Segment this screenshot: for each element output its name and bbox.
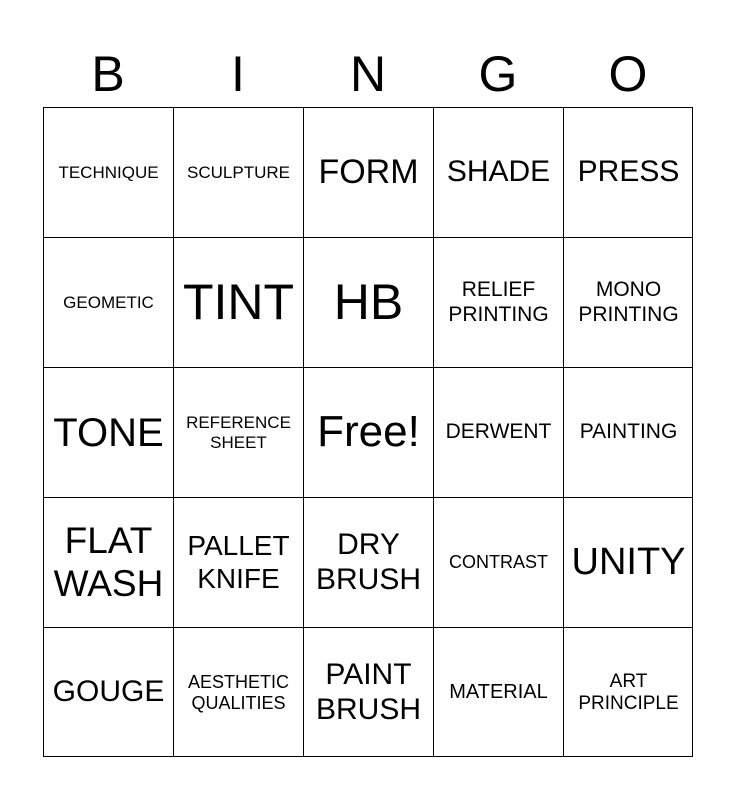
header-letter-g: G xyxy=(478,46,518,102)
bingo-cell-label: PAINT BRUSH xyxy=(315,658,421,726)
bingo-header xyxy=(43,40,693,108)
bingo-board xyxy=(43,107,693,757)
bingo-cell-r4c2[interactable] xyxy=(173,497,303,627)
bingo-cell-label: SCULPTURE xyxy=(187,162,290,182)
bingo-cell-r1c4[interactable] xyxy=(433,107,563,237)
bingo-cell-label: TECHNIQUE xyxy=(58,162,159,182)
bingo-cell-r3c4[interactable] xyxy=(433,367,563,497)
bingo-cell-label: TONE xyxy=(53,410,164,455)
bingo-cell-label: TINT xyxy=(182,273,295,330)
bingo-cell-label: SHADE xyxy=(446,155,551,189)
bingo-cell-r3c5[interactable] xyxy=(563,367,693,497)
bingo-cell-r1c3[interactable] xyxy=(303,107,433,237)
bingo-cell-r4c1[interactable] xyxy=(43,497,173,627)
bingo-cell-label: PAINTING xyxy=(579,420,678,444)
bingo-cell-r5c5[interactable] xyxy=(563,627,693,757)
bingo-cell-r1c1[interactable] xyxy=(43,107,173,237)
bingo-cell-label: PALLET KNIFE xyxy=(187,530,290,594)
header-letter-b: B xyxy=(91,46,125,102)
bingo-cell-r3c1[interactable] xyxy=(43,367,173,497)
bingo-cell-label: HB xyxy=(333,273,404,330)
bingo-cell-r3c2[interactable] xyxy=(173,367,303,497)
bingo-cell-r5c1[interactable] xyxy=(43,627,173,757)
bingo-cell-r2c5[interactable] xyxy=(563,237,693,367)
bingo-cell-label: MATERIAL xyxy=(449,681,548,703)
bingo-cell-r1c2[interactable] xyxy=(173,107,303,237)
bingo-cell-r2c3[interactable] xyxy=(303,237,433,367)
bingo-cell-r3c3[interactable] xyxy=(303,367,433,497)
bingo-cell-r4c4[interactable] xyxy=(433,497,563,627)
bingo-cell-r2c1[interactable] xyxy=(43,237,173,367)
bingo-cell-label: ART PRINCIPLE xyxy=(578,670,679,714)
bingo-cell-r5c2[interactable] xyxy=(173,627,303,757)
bingo-cell-label: FLAT WASH xyxy=(53,519,164,604)
bingo-cell-label: CONTRAST xyxy=(449,552,548,573)
free-space-label: Free! xyxy=(317,407,420,457)
header-letter-i: I xyxy=(231,46,245,102)
bingo-cell-label: UNITY xyxy=(571,540,686,583)
bingo-cell-label: DERWENT xyxy=(445,420,552,444)
bingo-cell-r4c5[interactable] xyxy=(563,497,693,627)
bingo-cell-r4c3[interactable] xyxy=(303,497,433,627)
bingo-cell-label: MONO PRINTING xyxy=(578,278,679,326)
bingo-cell-r2c4[interactable] xyxy=(433,237,563,367)
bingo-cell-label: PRESS xyxy=(577,155,680,189)
bingo-cell-r5c3[interactable] xyxy=(303,627,433,757)
header-letter-o: O xyxy=(608,46,648,102)
bingo-cell-label: FORM xyxy=(318,152,419,191)
bingo-cell-label: GEOMETIC xyxy=(63,292,154,312)
bingo-cell-r1c5[interactable] xyxy=(563,107,693,237)
bingo-cell-r5c4[interactable] xyxy=(433,627,563,757)
bingo-cell-label: RELIEF PRINTING xyxy=(448,278,549,326)
bingo-cell-label: REFERENCE SHEET xyxy=(186,412,291,452)
bingo-cell-label: DRY BRUSH xyxy=(315,528,421,596)
header-letter-n: N xyxy=(349,46,387,102)
bingo-cell-r2c2[interactable] xyxy=(173,237,303,367)
bingo-cell-label: AESTHETIC QUALITIES xyxy=(187,671,289,713)
bingo-cell-label: GOUGE xyxy=(52,675,165,709)
